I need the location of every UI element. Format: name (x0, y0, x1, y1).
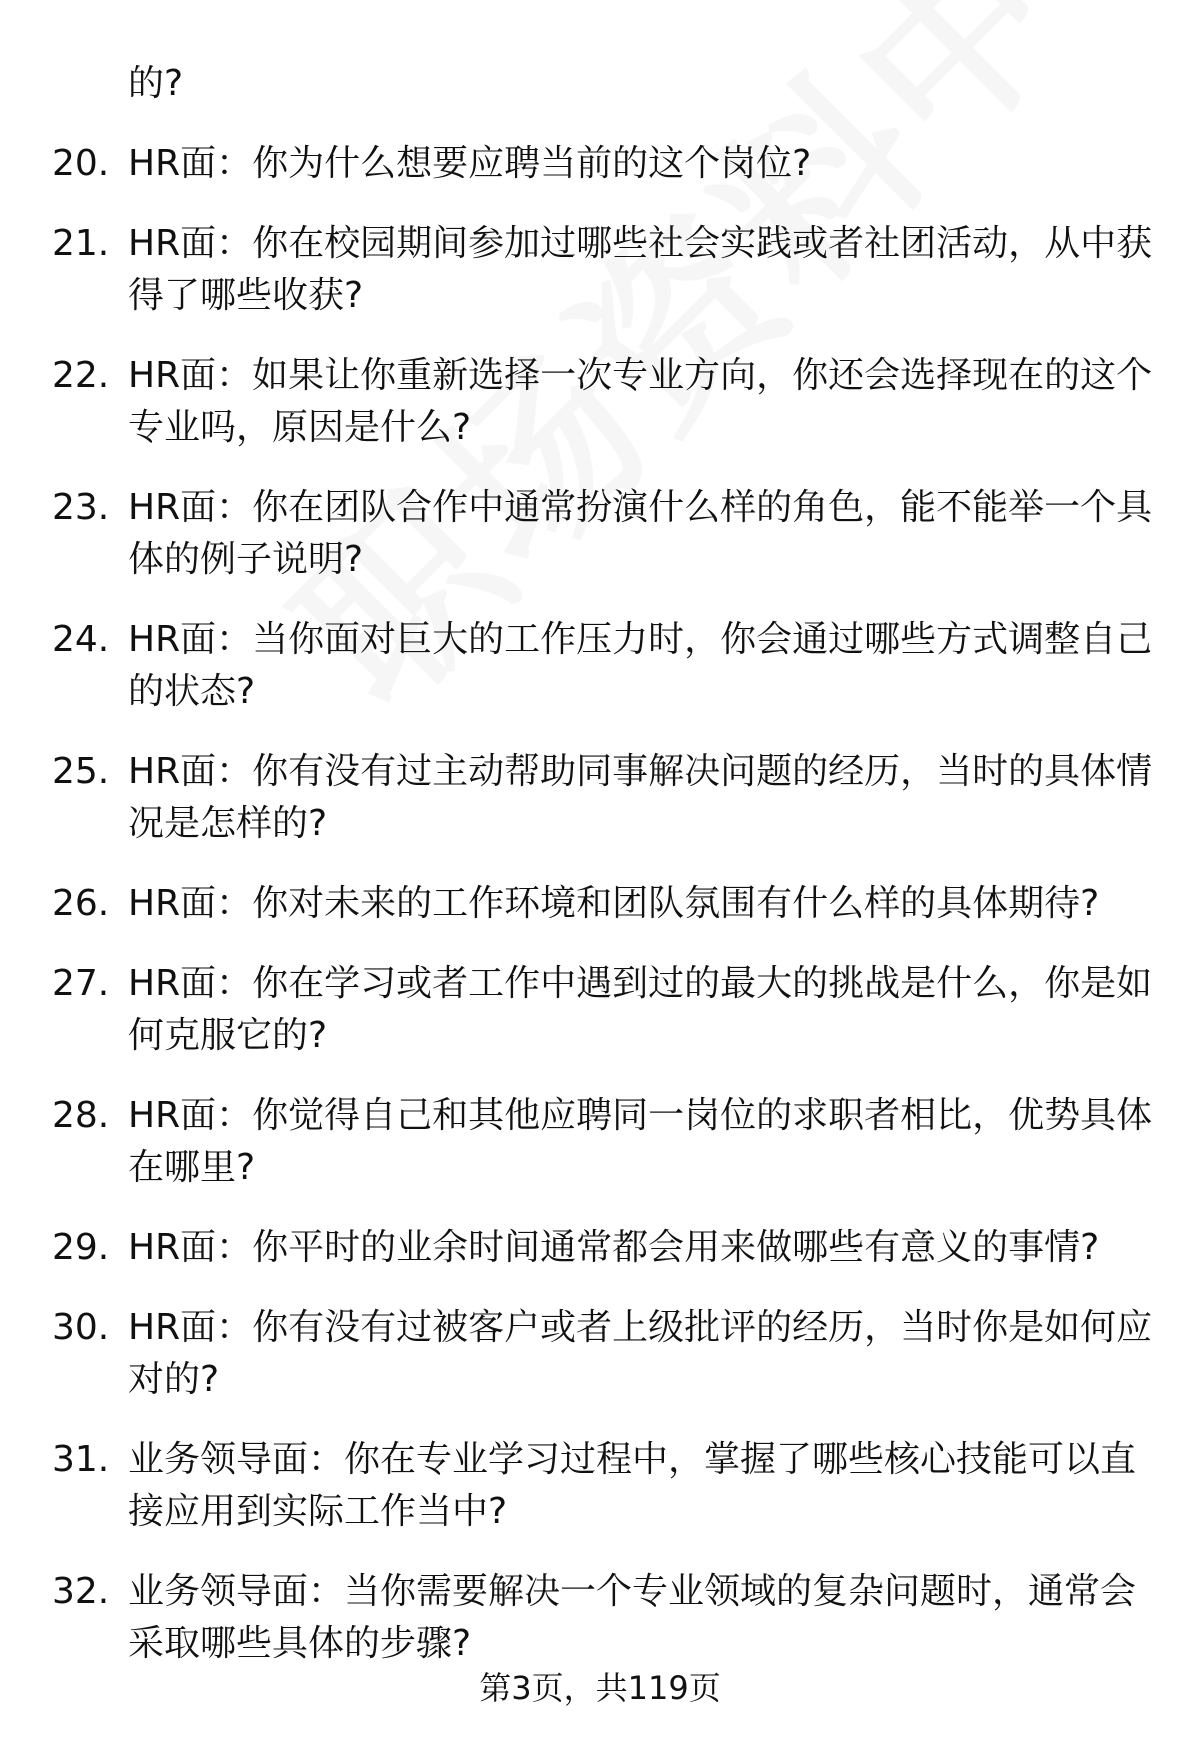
question-text: HR面：如果让你重新选择一次专业方向，你还会选择现在的这个专业吗，原因是什么? (128, 355, 1153, 448)
question-item (0, 746, 1200, 850)
question-list (0, 138, 1200, 1698)
question-text: 业务领导面：你在专业学习过程中，掌握了哪些核心技能可以直接应用到实际工作当中? (128, 1439, 1137, 1532)
question-number: 31. (52, 1439, 110, 1480)
question-item (0, 1566, 1200, 1670)
question-number: 21. (52, 223, 110, 264)
question-text: 业务领导面：当你需要解决一个专业领域的复杂问题时，通常会采取哪些具体的步骤? (128, 1571, 1137, 1664)
question-item (0, 1434, 1200, 1538)
question-number: 20. (52, 143, 110, 184)
question-text: HR面：你有没有过主动帮助同事解决问题的经历，当时的具体情况是怎样的? (128, 751, 1153, 844)
question-number: 30. (52, 1307, 110, 1348)
page-number-footer: 第3页，共119页 (479, 1669, 721, 1707)
question-number: 27. (52, 963, 110, 1004)
question-number: 28. (52, 1095, 110, 1136)
question-number: 23. (52, 487, 110, 528)
question-number: 22. (52, 355, 110, 396)
question-number: 29. (52, 1227, 110, 1268)
question-number: 24. (52, 619, 110, 660)
question-item (0, 878, 1200, 930)
question-text: HR面：你在校园期间参加过哪些社会实践或者社团活动，从中获得了哪些收获? (128, 223, 1153, 316)
question-text: HR面：你平时的业余时间通常都会用来做哪些有意义的事情? (128, 1227, 1100, 1268)
question-text: HR面：你在团队合作中通常扮演什么样的角色，能不能举一个具体的例子说明? (128, 487, 1153, 580)
question-number: 26. (52, 883, 110, 924)
question-item (0, 138, 1200, 190)
question-item (0, 218, 1200, 322)
question-item (0, 1090, 1200, 1194)
question-item (0, 1222, 1200, 1274)
question-text: HR面：当你面对巨大的工作压力时，你会通过哪些方式调整自己的状态? (128, 619, 1153, 712)
question-item (0, 958, 1200, 1062)
question-number: 32. (52, 1571, 110, 1612)
question-text: HR面：你觉得自己和其他应聘同一岗位的求职者相比，优势具体在哪里? (128, 1095, 1153, 1188)
question-text: HR面：你有没有过被客户或者上级批评的经历，当时你是如何应对的? (128, 1307, 1153, 1400)
question-text: HR面：你为什么想要应聘当前的这个岗位? (128, 143, 812, 184)
question-text: HR面：你对未来的工作环境和团队氛围有什么样的具体期待? (128, 883, 1100, 924)
question-text: HR面：你在学习或者工作中遇到过的最大的挑战是什么，你是如何克服它的? (128, 963, 1153, 1056)
question-item (0, 350, 1200, 454)
question-item (0, 1302, 1200, 1406)
continuation-text: 的? (128, 63, 184, 104)
question-number: 25. (52, 751, 110, 792)
question-item (0, 614, 1200, 718)
question-item (0, 482, 1200, 586)
